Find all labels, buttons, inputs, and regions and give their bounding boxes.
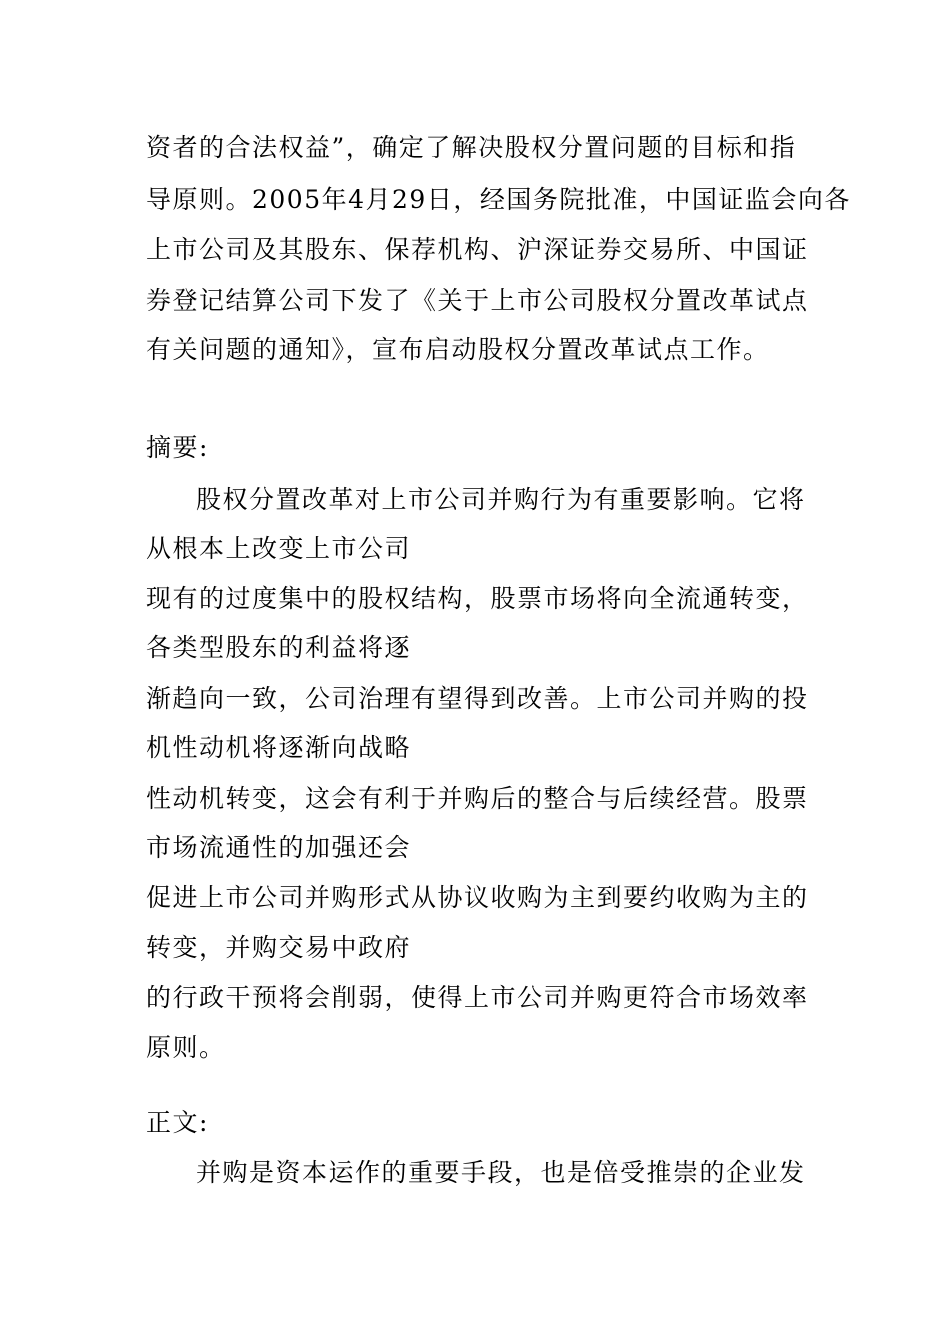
abstract-line-10: 转变，并购交易中政府: [146, 933, 412, 962]
abstract-line-2: 从根本上改变上市公司: [146, 534, 412, 563]
abstract-line-5: 渐趋向一致，公司治理有望得到改善。上市公司并购的投: [146, 684, 809, 713]
abstract-line-4: 各类型股东的利益将逐: [146, 633, 412, 662]
abstract-line-8: 市场流通性的加强还会: [146, 833, 412, 862]
body-line-1: 并购是资本运作的重要手段，也是倍受推崇的企业发: [196, 1158, 806, 1187]
abstract-heading: 摘要:: [146, 433, 209, 462]
abstract-line-3: 现有的过度集中的股权结构，股票市场将向全流通转变，: [146, 584, 809, 613]
intro-line-4: 券登记结算公司下发了《关于上市公司股权分置改革试点: [146, 286, 809, 315]
abstract-line-1: 股权分置改革对上市公司并购行为有重要影响。它将: [196, 485, 806, 514]
abstract-line-11: 的行政干预将会削弱，使得上市公司并购更符合市场效率: [146, 983, 809, 1012]
intro-line-5: 有关问题的通知》，宣布启动股权分置改革试点工作。: [146, 335, 770, 364]
intro-line-2: 导原则。2005年4月29日，经国务院批准，中国证监会向各: [146, 185, 851, 214]
abstract-line-12: 原则。: [146, 1033, 226, 1062]
intro-line-1: 资者的合法权益”，确定了解决股权分置问题的目标和指: [146, 133, 797, 162]
abstract-line-7: 性动机转变，这会有利于并购后的整合与后续经营。股票: [146, 784, 809, 813]
body-heading: 正文:: [146, 1108, 209, 1137]
abstract-line-9: 促进上市公司并购形式从协议收购为主到要约收购为主的: [146, 883, 809, 912]
intro-line-3: 上市公司及其股东、保荐机构、沪深证券交易所、中国证: [146, 235, 809, 264]
abstract-line-6: 机性动机将逐渐向战略: [146, 733, 412, 762]
